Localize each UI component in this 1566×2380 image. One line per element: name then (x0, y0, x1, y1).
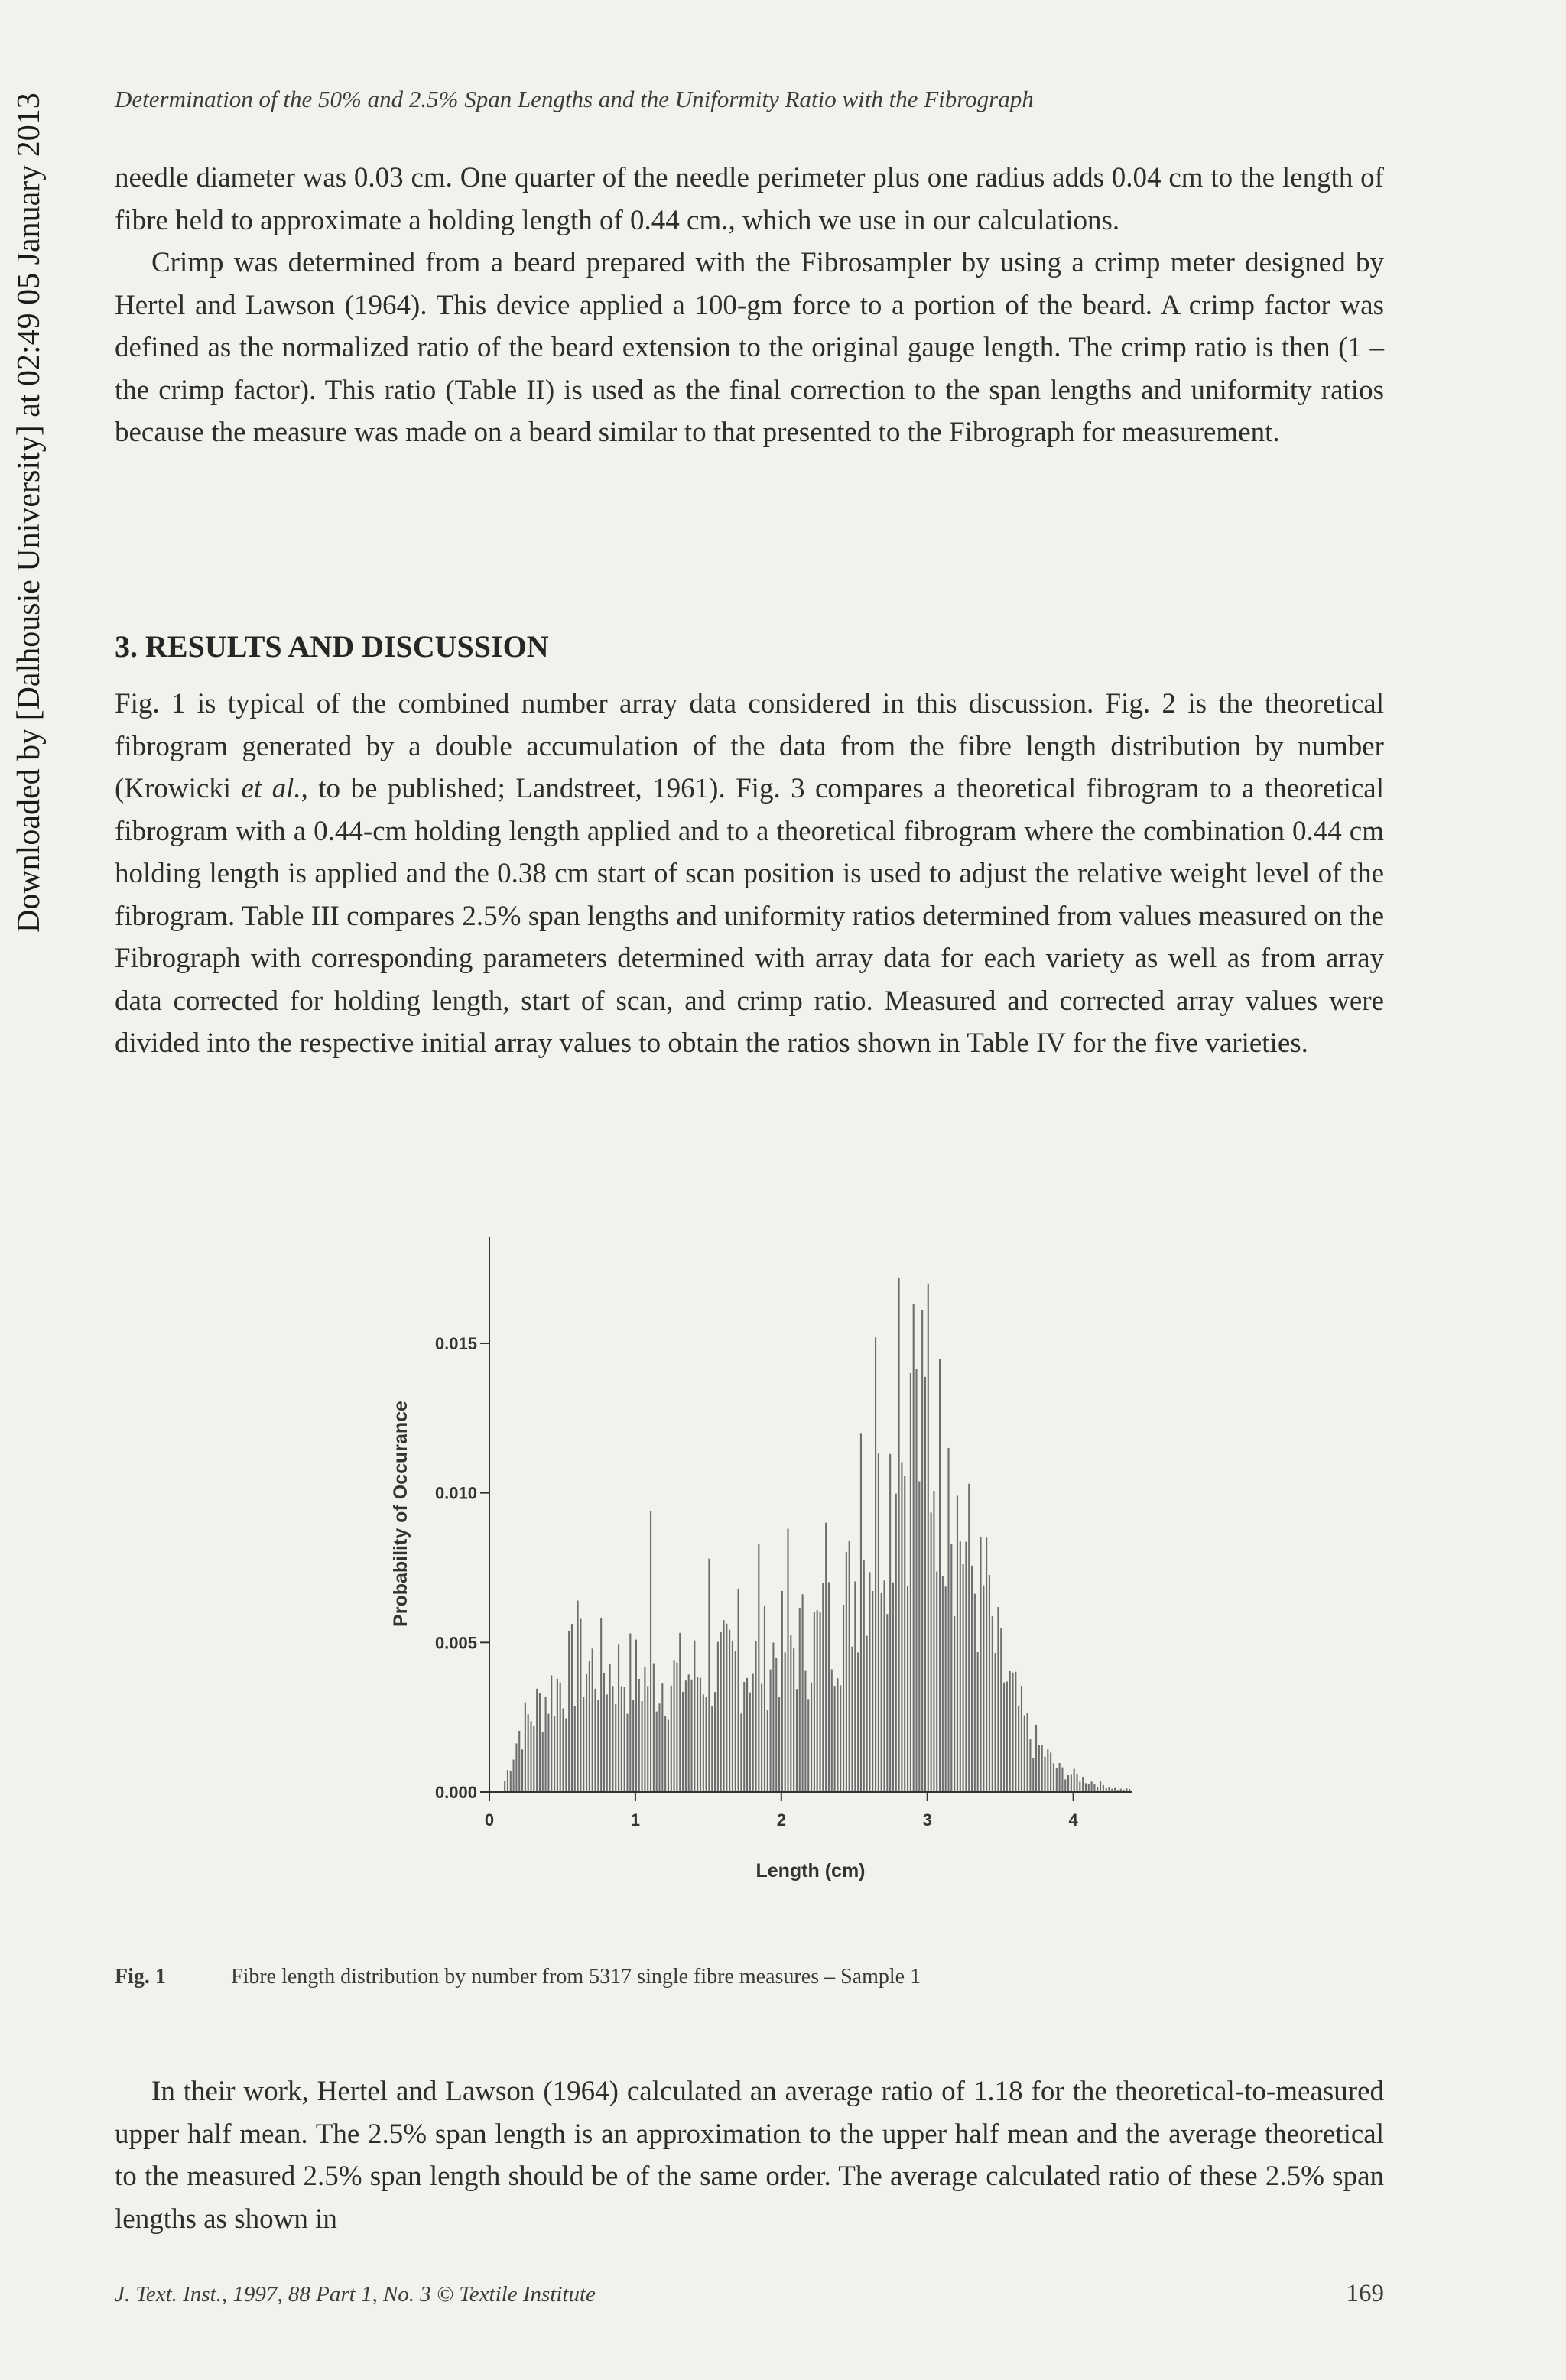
histogram-bar (1088, 1784, 1090, 1792)
histogram-bar (892, 1583, 894, 1792)
histogram-bar (743, 1682, 745, 1792)
histogram-bar (674, 1660, 675, 1792)
histogram-bar (939, 1359, 941, 1792)
histogram-bar (752, 1674, 754, 1792)
histogram-bar (685, 1680, 687, 1792)
histogram-bar (568, 1631, 570, 1792)
journal-footer: J. Text. Inst., 1997, 88 Part 1, No. 3 © Textile Institute (115, 2282, 596, 2307)
histogram-bar (881, 1593, 882, 1792)
histogram-bar (714, 1692, 716, 1792)
histogram-bar (580, 1618, 581, 1792)
histogram-bar (530, 1721, 531, 1792)
histogram-bar (872, 1591, 873, 1792)
histogram-bar (825, 1523, 827, 1792)
histogram-bar (711, 1706, 713, 1792)
histogram-bar (717, 1642, 719, 1792)
histogram-bar (694, 1641, 695, 1792)
histogram-bar (968, 1484, 970, 1792)
histogram-bar (679, 1633, 681, 1792)
histogram-bar (723, 1620, 724, 1792)
histogram-bar (992, 1616, 993, 1792)
histogram-bar (989, 1575, 990, 1792)
histogram-bar (921, 1310, 923, 1792)
histogram-bar (963, 1564, 964, 1792)
histogram-bar (901, 1463, 902, 1792)
histogram-bar (729, 1630, 730, 1792)
histogram-bar (772, 1642, 774, 1792)
histogram-bar (533, 1726, 534, 1792)
histogram-bar (562, 1709, 564, 1792)
histogram-bar (594, 1689, 596, 1792)
histogram-bar (708, 1559, 710, 1792)
histogram-bar (740, 1713, 742, 1792)
histogram-bar (775, 1658, 777, 1792)
histogram-bar (592, 1648, 593, 1792)
paragraph-crimp: Crimp was determined from a beard prepared with the Fibrosampler by using a crimp meter designed by Hertel and Lawson (1964). This device applied a 100-gm force to a portion of the beard. A crimp factor was defined as the normalized ratio of the beard extension to the original gauge length. The crimp ratio is then (1 – the crimp factor). This ratio (Table II) is used as the final correction to the span lengths and uniformity ratios because the measure was made on a beard similar to that presented to the Fibrograph for measurement. (115, 247, 1384, 448)
histogram-bar (787, 1529, 788, 1792)
histogram-bar (1044, 1757, 1045, 1792)
histogram-bar (931, 1512, 932, 1792)
histogram-bar (557, 1679, 558, 1792)
histogram-bar (764, 1606, 765, 1792)
figure-caption (115, 1965, 1384, 1989)
body-text-bottom (115, 2070, 1384, 2240)
histogram-bar (528, 1714, 529, 1792)
histogram-bar (1103, 1785, 1104, 1792)
histogram-bar (781, 1591, 783, 1792)
histogram-bar (947, 1448, 949, 1792)
histogram-bar (1074, 1769, 1075, 1792)
histogram-bar (603, 1673, 605, 1792)
histogram-bar (1079, 1781, 1080, 1792)
x-tick-label: 3 (922, 1810, 932, 1830)
histogram-bar (1041, 1745, 1043, 1792)
histogram-bar (1091, 1781, 1093, 1792)
histogram-bar (600, 1618, 602, 1792)
histogram-bar (767, 1710, 768, 1792)
y-tick-label: 0.000 (434, 1783, 477, 1802)
histogram-bar (661, 1683, 663, 1792)
histogram-bar (840, 1686, 841, 1792)
histogram-bar (545, 1697, 547, 1792)
paragraph-results-part2: , to be published; Landstreet, 1961). Fig. 3 compares a theoretical fibrogram to a theoretical fibrogram with a 0.44-cm holding length applied and to a theoretical fibrogram where the combination 0.44 cm holding length is applied and the 0.38 cm start of scan position is used to adjust the relative weight level of the fibrogram. Table III compares 2.5% span lengths and uniformity ratios determined from values measured on the Fibrograph with corresponding parameters determined with array data for each variety as well as from array data corrected for holding length, start of scan, and crimp ratio. Measured and corrected array values were divided into the respective initial array values to obtain the ratios shown in Table IV for the five varieties. (115, 773, 1384, 1059)
histogram-bar (995, 1653, 996, 1792)
histogram-bar (854, 1581, 856, 1792)
histogram-bar (954, 1616, 955, 1792)
y-tick-label: 0.010 (434, 1483, 477, 1503)
histogram-bar (726, 1624, 727, 1792)
histogram-bar (525, 1703, 526, 1792)
histogram-bar (688, 1674, 690, 1792)
histogram-bar (1061, 1768, 1063, 1792)
histogram-bar (957, 1495, 958, 1792)
page-number: 169 (1346, 2280, 1384, 2307)
histogram-bar (928, 1284, 929, 1792)
histogram-bar (974, 1594, 976, 1792)
y-tick-label: 0.015 (434, 1333, 477, 1353)
histogram-bar (632, 1700, 634, 1792)
histogram-bar (913, 1304, 915, 1792)
histogram-bar (863, 1560, 865, 1792)
histogram-bar (1029, 1739, 1031, 1792)
histogram-bar (945, 1586, 947, 1792)
histogram-bar (790, 1635, 791, 1792)
body-text-results (115, 683, 1384, 1065)
histogram-bar (1064, 1779, 1066, 1792)
histogram-bar (668, 1720, 669, 1792)
histogram-bar (626, 1714, 628, 1792)
histogram-bar (971, 1566, 973, 1792)
histogram-bar (878, 1453, 879, 1792)
histogram-bar (1000, 1628, 1002, 1792)
histogram-bar (589, 1661, 590, 1792)
histogram-bar (804, 1671, 806, 1792)
histogram-bar (1053, 1763, 1054, 1792)
histogram-bar (918, 1481, 920, 1792)
histogram-bar (889, 1454, 891, 1792)
histogram-bar (1085, 1783, 1087, 1792)
histogram-bar (802, 1594, 804, 1792)
histogram-bar (647, 1686, 648, 1792)
histogram-bar (960, 1541, 961, 1792)
histogram-bar (738, 1589, 739, 1792)
histogram-bar (814, 1612, 815, 1792)
histogram-bar (942, 1576, 944, 1792)
histogram-bar (910, 1373, 911, 1792)
histogram-bar (609, 1664, 611, 1792)
histogram-bar (518, 1731, 520, 1792)
histogram-bar (706, 1697, 707, 1792)
histogram-bar (822, 1583, 824, 1792)
histogram-bar (642, 1701, 643, 1792)
figure-caption-text: Fibre length distribution by number from 5317 single fibre measures – Sample 1 (231, 1965, 921, 1989)
histogram-bar (536, 1689, 538, 1792)
histogram-bar (1032, 1758, 1034, 1792)
histogram-bar (1059, 1763, 1061, 1792)
histogram-bar (560, 1683, 561, 1792)
histogram-bar (1006, 1681, 1008, 1792)
histogram-bar (746, 1678, 748, 1792)
histogram-bar (583, 1697, 584, 1792)
histogram-bar (1056, 1768, 1058, 1792)
histogram-bar (571, 1624, 573, 1792)
figure-label: Fig. 1 (115, 1965, 166, 1989)
histogram-bar (796, 1689, 798, 1792)
histogram-bar (510, 1771, 512, 1792)
histogram-bar (811, 1683, 812, 1792)
histogram-bar (915, 1369, 917, 1792)
x-tick-label: 0 (484, 1810, 495, 1830)
paragraph-results (115, 683, 1384, 1065)
histogram-bar (1015, 1672, 1016, 1792)
histogram-bar (586, 1674, 587, 1792)
running-head: Determination of the 50% and 2.5% Span Lengths and the Uniformity Ratio with the Fibrograph (115, 86, 1034, 112)
x-axis-label: Length (cm) (755, 1860, 866, 1882)
histogram-bar (965, 1542, 967, 1792)
histogram-bar (1027, 1713, 1028, 1792)
histogram-bar (615, 1704, 616, 1792)
histogram-bar (1067, 1775, 1069, 1792)
histogram-bar (1050, 1752, 1051, 1792)
histogram-bar (828, 1583, 830, 1792)
histogram-bar (612, 1686, 613, 1792)
histogram-bar (980, 1537, 981, 1792)
histogram-bar (504, 1781, 505, 1792)
histogram-bar (1100, 1781, 1101, 1792)
histogram-bar (869, 1572, 870, 1792)
histogram-bar (1024, 1716, 1025, 1792)
histogram-bar (656, 1712, 658, 1792)
histogram-bar (621, 1686, 622, 1792)
histogram-bar (831, 1670, 833, 1792)
histogram-bar (846, 1552, 847, 1792)
et-al-italic: et al. (241, 773, 301, 804)
histogram-bar (515, 1743, 517, 1792)
histogram-bar (907, 1586, 908, 1792)
y-axis-ticks (435, 1334, 489, 1802)
histogram-bar (793, 1648, 794, 1792)
histogram-bar (606, 1694, 608, 1792)
histogram-bar (898, 1278, 900, 1792)
histogram-bar (565, 1718, 567, 1792)
histogram-bar (1093, 1784, 1095, 1792)
histogram-bar (735, 1651, 736, 1792)
histogram-bar (837, 1678, 838, 1792)
histogram-bar (658, 1703, 660, 1792)
paragraph-hertel-lawson: In their work, Hertel and Lawson (1964) calculated an average ratio of 1.18 for the theoretical-to-measured upper half mean. The 2.5% span length is an approximation to the upper half mean and the average theoretical to the measured 2.5% span length should be of the same order. The average calculated ratio of these 2.5% span lengths as shown in (115, 2076, 1384, 2235)
histogram-bar (618, 1644, 619, 1792)
histogram-bar (983, 1586, 984, 1792)
histogram-bar (924, 1377, 926, 1792)
histogram-bar (807, 1699, 809, 1792)
histogram-bar (732, 1641, 733, 1792)
histogram-bar (1021, 1686, 1022, 1792)
histogram-bar (697, 1677, 698, 1792)
histogram-bar (933, 1491, 934, 1792)
histogram-bar (904, 1476, 905, 1792)
histogram-bar (997, 1607, 999, 1792)
histogram-bar (749, 1693, 751, 1792)
histogram-bar (1071, 1774, 1072, 1792)
histogram-bar (542, 1732, 544, 1792)
histogram-bar (703, 1694, 704, 1792)
y-axis-label: Probability of Occurance (390, 1401, 411, 1627)
histogram-bar (676, 1663, 677, 1792)
histogram-bar (936, 1572, 937, 1792)
histogram-bar (875, 1337, 876, 1792)
histogram-bar (551, 1675, 552, 1792)
paragraph-holding-length: needle diameter was 0.03 cm. One quarter of the needle perimeter plus one radius adds 0.04 cm to the length of fibre held to approximate a holding length of 0.44 cm., which we use in our calculations. (115, 162, 1384, 236)
histogram-bar (650, 1511, 651, 1792)
histogram-bar (1047, 1749, 1048, 1792)
y-tick-label: 0.005 (434, 1633, 477, 1653)
histogram-bar (851, 1647, 853, 1792)
histogram-bar (1009, 1671, 1011, 1792)
histogram-bar (635, 1640, 637, 1792)
x-axis-ticks (485, 1792, 1079, 1830)
histogram-bar (799, 1608, 801, 1792)
histogram-bar (1018, 1706, 1019, 1792)
histogram-bar (883, 1580, 885, 1792)
histogram-bar (690, 1680, 692, 1792)
histogram-bar (597, 1700, 599, 1792)
histogram-bar (817, 1610, 818, 1792)
histogram-bar (849, 1541, 850, 1792)
histogram-bar (547, 1714, 549, 1792)
histogram-bar (682, 1692, 684, 1792)
histogram-bar (1082, 1777, 1084, 1792)
histogram-bar (1003, 1683, 1005, 1792)
histogram-bar (507, 1770, 508, 1792)
histogram-bar (778, 1697, 780, 1792)
histogram-bar (785, 1652, 786, 1792)
histogram-bar (866, 1636, 868, 1792)
histogram-bar (758, 1544, 759, 1792)
paragraph-results-part1: Fig. 1 is typical of the combined number array data considered in this discussion. Fig. 2 is the theoretical fibrogram generated by a double accumulation of the data from the fibre length distribution by number (Krowicki (115, 688, 1384, 804)
histogram-bar (554, 1716, 555, 1792)
histogram-bar (577, 1601, 579, 1792)
histogram-bars (504, 1278, 1130, 1792)
histogram-bar (629, 1633, 631, 1792)
fibre-length-histogram (336, 1208, 1162, 1896)
histogram-bar (860, 1433, 862, 1792)
histogram-bar (1035, 1725, 1037, 1792)
histogram-bar (977, 1652, 979, 1792)
histogram-bar (770, 1670, 772, 1792)
histogram-bar (1076, 1774, 1077, 1792)
section-heading: 3. RESULTS AND DISCUSSION (115, 629, 549, 664)
histogram-bar (720, 1632, 722, 1792)
histogram-bar (755, 1641, 756, 1792)
histogram-bar (539, 1693, 541, 1792)
histogram-bar (857, 1652, 859, 1792)
histogram-bar (1012, 1673, 1013, 1792)
histogram-bar (638, 1679, 640, 1792)
histogram-bar (950, 1544, 952, 1792)
histogram-bar (843, 1605, 844, 1792)
histogram-bar (671, 1686, 672, 1792)
histogram-bar (653, 1664, 655, 1792)
histogram-bar (986, 1537, 987, 1792)
histogram-bar (644, 1667, 645, 1792)
x-tick-label: 1 (630, 1810, 641, 1830)
histogram-bar (513, 1760, 515, 1792)
figure-1 (336, 1208, 1162, 1896)
histogram-bar (1097, 1787, 1098, 1792)
download-watermark: Downloaded by [Dalhousie University] at 02:49 05 January 2013 (11, 93, 47, 933)
x-tick-label: 4 (1068, 1810, 1078, 1830)
histogram-bar (761, 1684, 762, 1792)
histogram-bar (521, 1749, 523, 1792)
histogram-bar (664, 1716, 666, 1792)
histogram-bar (574, 1706, 576, 1792)
histogram-bar (1038, 1745, 1040, 1792)
histogram-bar (819, 1612, 820, 1792)
histogram-bar (700, 1678, 701, 1792)
histogram-bar (895, 1494, 897, 1792)
x-tick-label: 2 (776, 1810, 786, 1830)
histogram-bar (624, 1687, 625, 1792)
histogram-bar (886, 1614, 888, 1792)
histogram-bar (834, 1686, 836, 1792)
body-text-top (115, 157, 1384, 454)
